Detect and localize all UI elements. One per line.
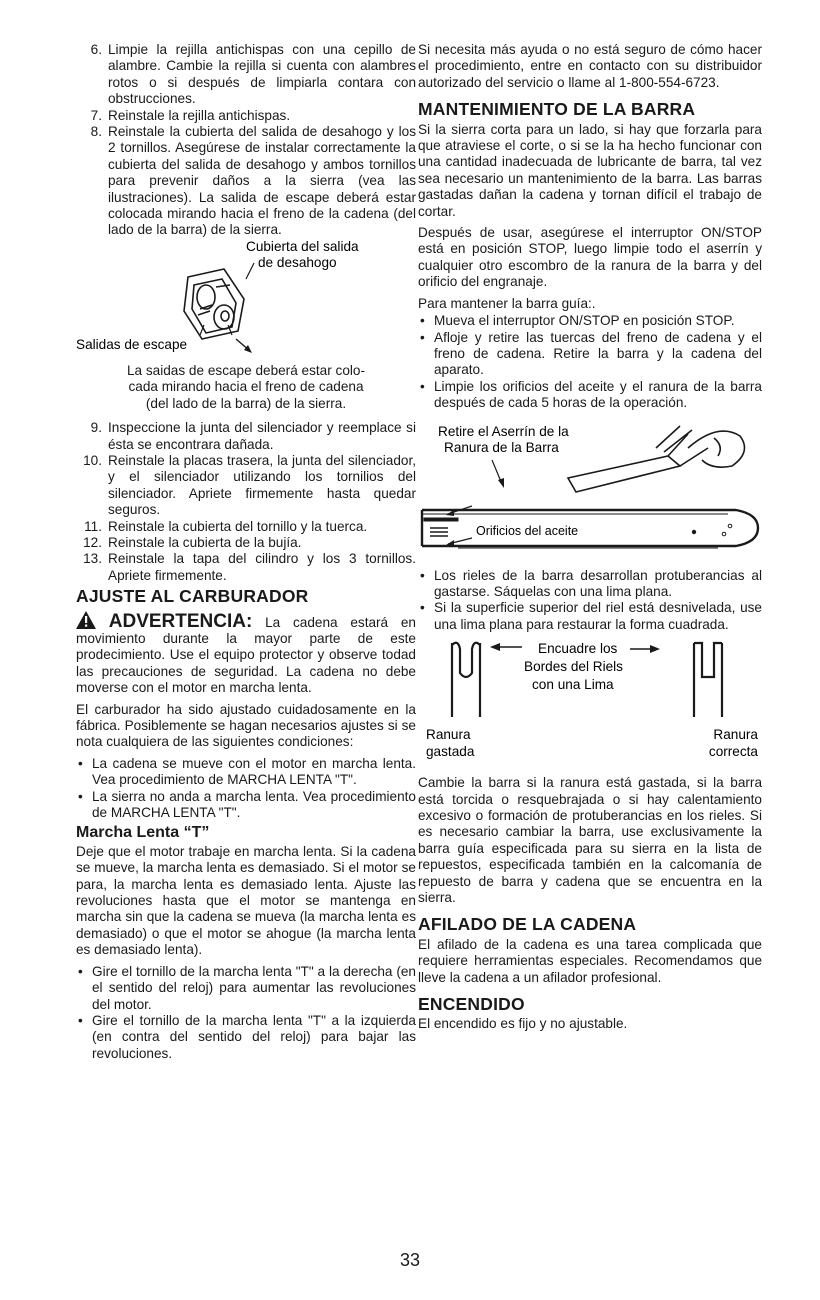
list-item: 13. Reinstale la tapa del cilindro y los 3 tornillos. Apriete firmemente. — [83, 551, 416, 583]
list-item: 9. Inspeccione la junta del silenciador y reemplace si ésta se encontrara dañada. — [90, 420, 416, 452]
correct-label-line1: Ranura — [713, 727, 758, 743]
steps-list-a — [76, 42, 416, 239]
cover-label-line2: de desahogo — [258, 254, 337, 270]
warning-text: La cadena estará en movimiento durante la mayor parte de este prodecimiento. Use el equipo protector y observe todad las precauciones de seguridad. La cadena no debe moverse con el motor en marcha lenta. — [76, 614, 416, 696]
bar-maintenance-heading: MANTENIMIENTO DE LA BARRA — [418, 99, 696, 120]
left-column — [76, 42, 416, 1066]
worn-label-line2: gastada — [426, 744, 475, 760]
rail-file-figure — [418, 639, 762, 761]
page-number: 33 — [399, 1250, 421, 1270]
list-item: • La sierra no anda a marcha lenta. Vea procedimiento de MARCHA LENTA "T". — [76, 789, 416, 822]
steps-list-b — [76, 420, 416, 584]
right-column — [418, 42, 762, 1038]
carburetor-heading: AJUSTE AL CARBURADOR — [76, 586, 309, 607]
square-label-line3: con una Lima — [532, 677, 614, 693]
list-item: 7. Reinstale la rejilla antichispas. — [90, 107, 291, 123]
list-item: • Mueva el interruptor ON/STOP en posición STOP. — [418, 313, 762, 329]
help-paragraph: Si necesita más ayuda o no está seguro de cómo hacer el procedimiento, entre en contacto con su distribuidor autorizado del servicio o llame al 1-800-554-6723. — [418, 42, 762, 90]
maintenance-intro: Para mantener la barra guía:. — [418, 295, 596, 311]
list-item: 6. Limpie la rejilla antichispas con una cepillo de alambre. Cambie la rejilla si cuenta con alambres rotos o si después de limpiarla contara con obstrucciones. — [90, 42, 416, 107]
carburetor-bullets — [76, 756, 416, 822]
bar-paragraph-1: Si la sierra corta para un lado, si hay que forzarla para que atraviese el corte, o si se la ha hecho funcionar con una cantidad inadecuada de lubricante de barra, tal vez sea necesario un mantenimiento de la barra. Las barras gastadas dañan la cadena y tornan difícil el trabajo de cortar. — [418, 121, 762, 219]
square-label-line1: Encuadre los — [538, 641, 618, 657]
sharpening-paragraph: El afilado de la cadena es una tarea complicada que requiere herramientas especiales. Recomendamos que lleve la cadena a un afilador profesional. — [418, 936, 762, 985]
warning-triangle-icon — [76, 611, 96, 629]
outlets-label: Salidas de escape — [76, 336, 188, 352]
maintenance-bullets — [418, 313, 762, 411]
warning-block — [76, 611, 416, 697]
rail-groove-illustration — [418, 639, 762, 761]
cover-label-line1: Cubierta del salida — [246, 238, 359, 254]
square-label-line2: Bordes del Riels — [524, 659, 623, 675]
list-item: 12. Reinstale la cubierta de la bujía. — [83, 534, 302, 550]
cleaning-tool-icon — [568, 426, 745, 492]
worn-groove-icon — [452, 643, 480, 717]
list-item: • Afloje y retire las tuercas del freno de cadena y el freno de cadena. Retire la barra y la cadena del aparato. — [418, 330, 762, 379]
list-item: 11. Reinstale la cubierta del tornillo y la tuerca. — [84, 518, 368, 534]
sawdust-label-line1: Retire el Aserrín de la — [438, 423, 569, 439]
bar-paragraph-2: Después de usar, asegúrese el interruptor ON/STOP está en posición STOP, luego limpie todo el aserrín y cualquier otro escombro de la ranura de la barra y del orificio del engranaje. — [418, 225, 762, 290]
ignition-paragraph: El encendido es fijo y no ajustable. — [418, 1016, 628, 1032]
bar-cleaning-figure — [418, 418, 762, 568]
muffler-cover-illustration — [76, 239, 416, 357]
sharpening-heading: AFILADO DE LA CADENA — [418, 914, 637, 935]
list-item: • Gire el tornillo de la marcha lenta "T" a la izquierda (en contra del sentido del reloj) para bajar las revoluciones. — [76, 1013, 416, 1062]
idle-paragraph: Deje que el motor trabaje en marcha lenta. Si la cadena se mueve, la marcha lenta es demasiado. Si el motor se para, la marcha lenta es demasiado lenta. Ajuste las revoluciones hasta que el motor se mantenga en marcha sin que la cadena se mueva (la marcha lenta es demasiado) o que el motor se ahogue (la marcha lenta es demasiado lenta). — [76, 843, 416, 958]
list-item: • Si la superficie superior del riel está desnivelada, use una lima plana para restaurar la forma cuadrada. — [418, 600, 762, 633]
oil-holes-label: Orificios del aceite — [476, 523, 579, 538]
list-item: 10. Reinstale la placas trasera, la junta del silenciador, y el silenciador utilizando los tornilios del silenciador. Apriete firmemente hasta quedar seguros. — [83, 452, 416, 518]
replace-bar-paragraph: Cambie la barra si la ranura está gastada, si la barra está torcida o resquebrajada o si hay calentamiento excesivo o formación de protuberancias en los rieles. Si es necesario cambiar la barra, use exclusivamente la barra guía especificada para su sierra en la lista de repuestos, especificada también en la calcomanía de repuesto de barra y cadena que se encuentra en la sierra. — [418, 775, 762, 905]
warning-label: ADVERTENCIA: — [108, 610, 253, 632]
muffler-cover-icon — [184, 269, 244, 339]
guide-bar-illustration — [418, 418, 762, 568]
list-item: • La cadena se mueve con el motor en marcha lenta. Vea procedimiento de MARCHA LENTA "T". — [76, 756, 416, 789]
list-item: • Gire el tornillo de la marcha lenta "T" a la derecha (en el sentido del reloj) para aumentar las revoluciones del motor. — [76, 964, 416, 1013]
list-item: • Limpie los orificios del aceite y el ranura de la barra después de cada 5 horas de la operación. — [418, 379, 762, 412]
idle-heading: Marcha Lenta “T” — [76, 824, 210, 842]
figure-caption: La saidas de escape deberá estar colo- cada mirando hacia el freno de cadena (del lado de la barra) de la sierra. — [126, 362, 366, 411]
worn-label-line1: Ranura — [426, 727, 471, 743]
sawdust-label-line2: Ranura de la Barra — [444, 439, 559, 455]
exhaust-cover-figure — [76, 239, 416, 357]
ignition-heading: ENCENDIDO — [418, 994, 525, 1015]
list-item: • Los rieles de la barra desarrollan protuberancias al gastarse. Sáquelas con una lima plana. — [418, 568, 762, 601]
idle-bullets — [76, 964, 416, 1062]
guide-bar-icon — [422, 510, 758, 548]
correct-label-line2: correcta — [708, 744, 758, 760]
rail-bullets — [418, 568, 762, 634]
correct-groove-icon — [694, 643, 722, 717]
carburetor-paragraph: El carburador ha sido ajustado cuidadosamente en la fábrica. Posiblemente se hagan necesarios ajustes si se nota cualquiera de las siguientes condiciones: — [76, 701, 416, 750]
list-item: 8. Reinstale la cubierta del salida de desahogo y los 2 tornillos. Asegúrese de instalar correctamente la cubierta del salida de desahogo y ambos tornillos para prevenir daños a la sierra (vea las ilustraciones). La salida de escape deberá estar colocada mirando hacia el freno de la cadena (del lado de la barra) de la sierra. — [90, 124, 416, 238]
